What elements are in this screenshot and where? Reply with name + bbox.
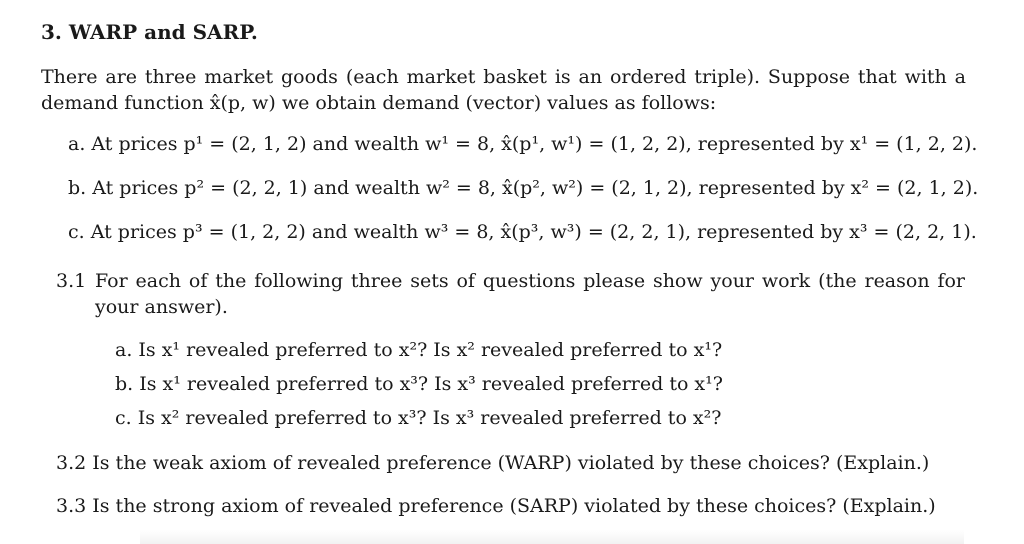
subquestion-text: Is x² revealed preferred to x³? Is x³ revealed preferred to x²? — [137, 407, 722, 429]
subquestion-marker: b. — [115, 373, 134, 395]
question-3-1-number: 3.1 — [56, 270, 87, 292]
case-b — [68, 175, 978, 201]
case-marker: a. — [68, 133, 86, 155]
case-text: At prices p² = (2, 2, 1) and wealth w² = 8, x̂(p², w²) = (2, 1, 2), represented by x² = (2, 1, 2). — [92, 177, 979, 199]
case-text: At prices p³ = (1, 2, 2) and wealth w³ = 8, x̂(p³, w³) = (2, 2, 1), represented by x³ = (2, 2, 1). — [90, 221, 977, 243]
question-3-1-text: For each of the following three sets of questions please show your work (the reason for your answer). — [95, 270, 965, 318]
case-a — [68, 131, 977, 157]
subquestion-a — [115, 337, 722, 363]
subquestion-c — [115, 405, 721, 431]
question-text: Is the weak axiom of revealed preference (WARP) violated by these choices? (Explain.) — [92, 452, 930, 474]
subquestion-text: Is x¹ revealed preferred to x²? Is x² revealed preferred to x¹? — [138, 339, 723, 361]
question-3-2 — [56, 450, 929, 476]
section-heading: 3. WARP and SARP. — [41, 20, 258, 44]
question-number: 3.3 — [56, 495, 87, 517]
case-c — [68, 219, 977, 245]
case-text: At prices p¹ = (2, 1, 2) and wealth w¹ = 8, x̂(p¹, w¹) = (1, 2, 2), represented by x¹ = (1, 2, 2). — [91, 133, 978, 155]
question-text: Is the strong axiom of revealed preference (SARP) violated by these choices? (Explain.) — [92, 495, 936, 517]
question-3-3 — [56, 493, 936, 519]
subquestion-marker: c. — [115, 407, 132, 429]
subquestion-marker: a. — [115, 339, 133, 361]
bottom-shadow — [140, 530, 964, 544]
subquestion-b — [115, 371, 723, 397]
case-marker: c. — [68, 221, 85, 243]
question-number: 3.2 — [56, 452, 87, 474]
subquestion-text: Is x¹ revealed preferred to x³? Is x³ revealed preferred to x¹? — [139, 373, 723, 395]
case-marker: b. — [68, 177, 87, 199]
intro-paragraph: There are three market goods (each market basket is an ordered triple). Suppose that with a demand function x̂(p, w) we obtain demand (vector) values as follows: — [41, 66, 966, 114]
